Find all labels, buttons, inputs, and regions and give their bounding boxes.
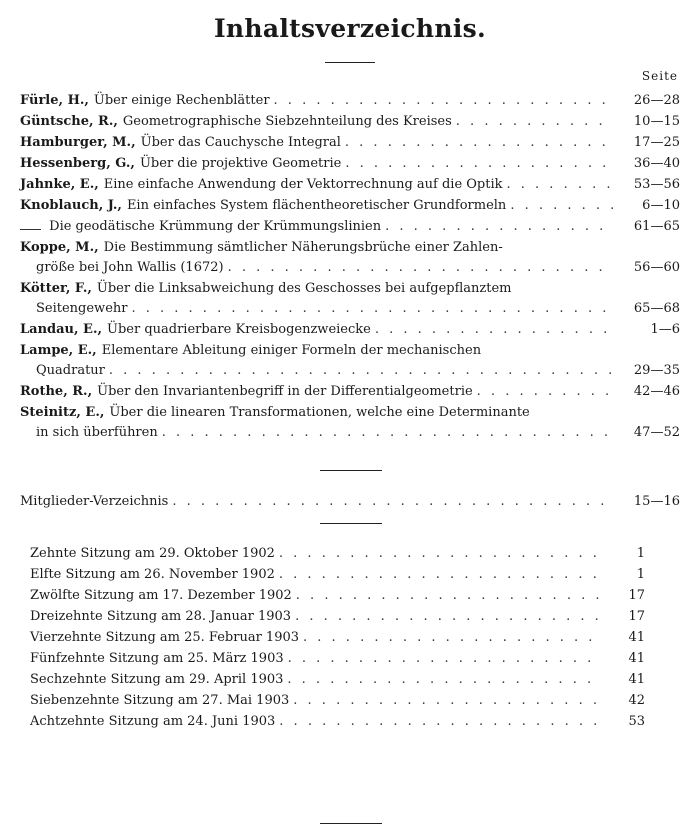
entry-pages: 65—68 [633, 301, 680, 316]
entry-title: Die geodätische Krümmung der Krümmungslinien [49, 219, 382, 234]
entry-title: Über den Invariantenbegriff in der Differentialgeometrie [97, 384, 473, 399]
entry-title: Über die projektive Geometrie [139, 156, 342, 171]
session-entry [30, 586, 645, 605]
entry-author: Koppe, M., [20, 240, 99, 255]
toc-entry [20, 91, 680, 110]
toc-entry [20, 382, 680, 401]
members-pages: 15—16 [633, 494, 680, 509]
entry-title-continuation: größe bei John Wallis (1672) [36, 260, 224, 275]
session-title: Zehnte Sitzung am 29. Oktober 1902 [30, 546, 275, 561]
entry-pages: 36—40 [633, 156, 680, 171]
session-title: Fünfzehnte Sitzung am 25. März 1903 [30, 651, 284, 666]
entry-author: Fürle, H., [20, 93, 89, 108]
entry-author: Lampe, E., [20, 343, 97, 358]
entry-title: Über die Linksabweichung des Geschosses bei aufgepflanztem [96, 281, 512, 296]
leader-dots [109, 361, 614, 380]
entry-title: Über das Cauchysche Integral [140, 135, 341, 150]
session-page: 17 [628, 609, 645, 624]
session-page: 1 [636, 546, 645, 561]
session-title: Zwölfte Sitzung am 17. Dezember 1902 [30, 588, 292, 603]
session-entry [30, 544, 645, 563]
session-entry [30, 712, 645, 731]
entry-title-continuation: Quadratur [36, 363, 105, 378]
toc-entry [20, 341, 680, 360]
section-divider [320, 470, 382, 471]
session-title: Dreizehnte Sitzung am 28. Januar 1903 [30, 609, 292, 624]
leader-dots [345, 154, 614, 173]
entry-pages: 6—10 [642, 198, 680, 213]
leader-dots [295, 607, 601, 626]
entry-title-continuation: in sich überführen [36, 425, 158, 440]
entry-author: Knoblauch, J., [20, 198, 122, 213]
session-page: 41 [628, 672, 645, 687]
entry-pages: 47—52 [633, 425, 680, 440]
leader-dots [172, 492, 614, 511]
toc-entry [20, 403, 680, 422]
toc-entry-continuation [36, 361, 680, 380]
session-entry [30, 649, 645, 668]
session-title: Sechzehnte Sitzung am 29. April 1903 [30, 672, 284, 687]
toc-entry [20, 133, 680, 152]
entry-title: Die Bestimmung sämtlicher Näherungsbrüche einer Zahlen- [103, 240, 503, 255]
toc-entry-continuation [36, 299, 680, 318]
leader-dots [510, 196, 614, 215]
leader-dots [279, 544, 601, 563]
entry-author: Landau, E., [20, 322, 102, 337]
entry-pages: 53—56 [633, 177, 680, 192]
toc-entry [20, 112, 680, 131]
leader-dots [375, 320, 614, 339]
entry-pages: 42—46 [633, 384, 680, 399]
session-page: 17 [628, 588, 645, 603]
session-page: 42 [628, 693, 645, 708]
page-column-header: Seite [641, 69, 678, 83]
toc-entry [20, 320, 680, 339]
leader-dots [385, 217, 614, 236]
toc-entry [20, 279, 680, 298]
leader-dots [279, 712, 601, 731]
entry-pages: 10—15 [633, 114, 680, 129]
leader-dots [345, 133, 614, 152]
entry-pages: 29—35 [633, 363, 680, 378]
entry-title-continuation: Seitengewehr [36, 301, 128, 316]
section-divider [320, 523, 382, 524]
leader-dots [288, 649, 601, 668]
toc-entry [20, 196, 680, 215]
session-entry [30, 628, 645, 647]
entry-title: Über quadrierbare Kreisbogenzweiecke [107, 322, 371, 337]
leader-dots [162, 423, 614, 442]
entry-title: Über einige Rechenblätter [93, 93, 270, 108]
leader-dots [477, 382, 614, 401]
title-divider [325, 62, 375, 63]
entry-author: Jahnke, E., [20, 177, 99, 192]
session-entry [30, 607, 645, 626]
session-entry [30, 565, 645, 584]
ditto-rule [20, 229, 41, 230]
entry-pages: 26—28 [633, 93, 680, 108]
toc-entry [20, 154, 680, 173]
entry-pages: 1—6 [650, 322, 680, 337]
leader-dots [293, 691, 601, 710]
leader-dots [287, 670, 601, 689]
leader-dots [303, 628, 601, 647]
leader-dots [456, 112, 614, 131]
session-title: Vierzehnte Sitzung am 25. Februar 1903 [30, 630, 300, 645]
entry-title: Geometrographische Siebzehnteilung des Kreises [122, 114, 452, 129]
entry-pages: 61—65 [633, 219, 680, 234]
entry-author: Hamburger, M., [20, 135, 136, 150]
toc-entry [20, 175, 680, 194]
leader-dots [279, 565, 601, 584]
entry-title: Über die linearen Transformationen, welche eine Determinante [109, 405, 530, 420]
leader-dots [296, 586, 601, 605]
entry-author: Steinitz, E., [20, 405, 105, 420]
entry-author: Hessenberg, G., [20, 156, 135, 171]
session-title: Siebenzehnte Sitzung am 27. Mai 1903 [30, 693, 290, 708]
leader-dots [131, 299, 614, 318]
session-page: 41 [628, 651, 645, 666]
page-title: Inhaltsverzeichnis. [213, 14, 487, 43]
bottom-divider [320, 823, 382, 824]
entry-title: Ein einfaches System flächentheoretischer Grundformeln [126, 198, 507, 213]
session-title: Achtzehnte Sitzung am 24. Juni 1903 [30, 714, 276, 729]
members-label: Mitglieder-Verzeichnis [20, 494, 169, 509]
entry-title: Eine einfache Anwendung der Vektorrechnung auf die Optik [103, 177, 503, 192]
session-entry [30, 691, 645, 710]
entry-author: Kötter, F., [20, 281, 92, 296]
entry-author: Güntsche, R., [20, 114, 118, 129]
members-entry [20, 492, 680, 511]
toc-entry [20, 238, 680, 257]
entry-pages: 17—25 [633, 135, 680, 150]
leader-dots [274, 91, 614, 110]
session-entry [30, 670, 645, 689]
leader-dots [507, 175, 614, 194]
toc-entry-continuation [36, 258, 680, 277]
session-page: 1 [636, 567, 645, 582]
entry-title: Elementare Ableitung einiger Formeln der mechanischen [101, 343, 482, 358]
leader-dots [228, 258, 614, 277]
session-page: 53 [628, 714, 645, 729]
entry-pages: 56—60 [633, 260, 680, 275]
session-page: 41 [628, 630, 645, 645]
toc-entry-continuation [36, 423, 680, 442]
toc-entry [20, 217, 680, 236]
entry-author: Rothe, R., [20, 384, 93, 399]
session-title: Elfte Sitzung am 26. November 1902 [30, 567, 275, 582]
